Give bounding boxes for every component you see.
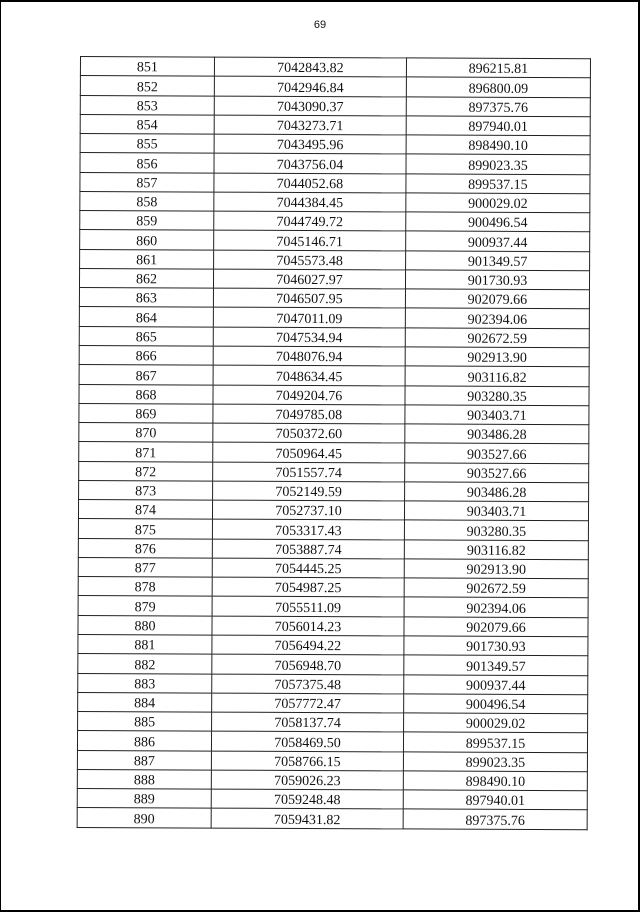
x-coordinate-cell: 7058469.50	[211, 731, 403, 751]
table-row	[77, 769, 587, 790]
y-coordinate-cell: 902672.59	[404, 578, 588, 598]
table-row	[79, 442, 589, 463]
y-coordinate-cell: 900029.02	[404, 713, 588, 733]
x-coordinate-cell: 7048076.94	[213, 346, 405, 366]
point-number-cell: 871	[79, 442, 213, 462]
point-number-cell: 861	[80, 249, 214, 269]
x-coordinate-cell: 7050372.60	[213, 423, 405, 443]
point-number-cell: 877	[78, 557, 212, 577]
y-coordinate-cell: 898490.10	[406, 135, 590, 155]
table-row	[80, 191, 590, 212]
table-row	[78, 519, 588, 540]
table-row	[80, 249, 590, 270]
x-coordinate-cell: 7053317.43	[212, 519, 404, 539]
point-number-cell: 873	[79, 480, 213, 500]
table-row	[79, 345, 589, 366]
x-coordinate-cell: 7047011.09	[213, 308, 405, 328]
point-number-cell: 879	[78, 596, 212, 616]
y-coordinate-cell: 903403.71	[405, 405, 589, 425]
table-row	[78, 654, 588, 675]
point-number-cell: 890	[77, 808, 211, 828]
table-row	[80, 230, 590, 251]
y-coordinate-cell: 899023.35	[403, 751, 587, 771]
table-row	[79, 461, 589, 482]
x-coordinate-cell: 7059431.82	[211, 808, 403, 828]
y-coordinate-cell: 902672.59	[405, 328, 589, 348]
table-row	[80, 76, 590, 97]
x-coordinate-cell: 7043273.71	[214, 115, 406, 135]
point-number-cell: 886	[77, 731, 211, 751]
table-row	[78, 538, 588, 559]
x-coordinate-cell: 7057772.47	[212, 693, 404, 713]
table-row	[78, 712, 588, 733]
table-row	[79, 423, 589, 444]
table-row	[78, 634, 588, 655]
x-coordinate-cell: 7045573.48	[214, 250, 406, 270]
point-number-cell: 856	[80, 153, 214, 173]
x-coordinate-cell: 7059026.23	[211, 770, 403, 790]
x-coordinate-cell: 7056948.70	[212, 654, 404, 674]
y-coordinate-cell: 903486.28	[405, 482, 589, 502]
point-number-cell: 865	[79, 326, 213, 346]
point-number-cell: 870	[79, 423, 213, 443]
y-coordinate-cell: 900937.44	[404, 674, 588, 694]
x-coordinate-cell: 7057375.48	[212, 674, 404, 694]
x-coordinate-cell: 7044384.45	[214, 192, 406, 212]
x-coordinate-cell: 7054445.25	[212, 558, 404, 578]
x-coordinate-cell: 7044749.72	[214, 211, 406, 231]
y-coordinate-cell: 900496.54	[404, 694, 588, 714]
table-row	[78, 692, 588, 713]
y-coordinate-cell: 902079.66	[405, 289, 589, 309]
point-number-cell: 859	[80, 211, 214, 231]
table-row	[78, 615, 588, 636]
y-coordinate-cell: 897940.01	[403, 790, 587, 810]
y-coordinate-cell: 902079.66	[404, 617, 588, 637]
x-coordinate-cell: 7048634.45	[213, 365, 405, 385]
point-number-cell: 852	[80, 76, 214, 96]
table-row	[78, 596, 588, 617]
point-number-cell: 885	[78, 712, 212, 732]
x-coordinate-cell: 7052149.59	[213, 481, 405, 501]
x-coordinate-cell: 7058766.15	[211, 751, 403, 771]
y-coordinate-cell: 903486.28	[405, 424, 589, 444]
x-coordinate-cell: 7058137.74	[212, 712, 404, 732]
point-number-cell: 853	[80, 95, 214, 115]
y-coordinate-cell: 903116.82	[404, 540, 588, 560]
table-row	[79, 480, 589, 501]
point-number-cell: 863	[79, 288, 213, 308]
table-row	[77, 731, 587, 752]
table-row	[80, 211, 590, 232]
point-number-cell: 866	[79, 345, 213, 365]
y-coordinate-cell: 900029.02	[406, 193, 590, 213]
y-coordinate-cell: 898490.10	[403, 771, 587, 791]
y-coordinate-cell: 902913.90	[404, 559, 588, 579]
y-coordinate-cell: 897375.76	[403, 809, 587, 829]
y-coordinate-cell: 902394.06	[404, 597, 588, 617]
y-coordinate-cell: 902913.90	[405, 347, 589, 367]
page-number: 69	[313, 19, 327, 31]
x-coordinate-cell: 7043756.04	[214, 153, 406, 173]
table-row	[80, 172, 590, 193]
point-number-cell: 880	[78, 615, 212, 635]
y-coordinate-cell: 903527.66	[405, 443, 589, 463]
table-row	[79, 326, 589, 347]
point-number-cell: 862	[79, 268, 213, 288]
y-coordinate-cell: 899537.15	[406, 174, 590, 194]
point-number-cell: 884	[78, 692, 212, 712]
table-row	[77, 789, 587, 810]
x-coordinate-cell: 7044052.68	[214, 173, 406, 193]
x-coordinate-cell: 7052737.10	[212, 500, 404, 520]
table-row	[78, 673, 588, 694]
table-row	[80, 114, 590, 135]
y-coordinate-cell: 896800.09	[406, 77, 590, 97]
x-coordinate-cell: 7056014.23	[212, 616, 404, 636]
point-number-cell: 872	[79, 461, 213, 481]
scan-edge-top	[0, 0, 640, 2]
table-row	[77, 750, 587, 771]
x-coordinate-cell: 7055511.09	[212, 597, 404, 617]
point-number-cell: 878	[78, 577, 212, 597]
point-number-cell: 875	[78, 519, 212, 539]
y-coordinate-cell: 901349.57	[404, 655, 588, 675]
point-number-cell: 857	[80, 172, 214, 192]
point-number-cell: 874	[78, 500, 212, 520]
table-row	[80, 95, 590, 116]
y-coordinate-cell: 903280.35	[405, 385, 589, 405]
point-number-cell: 882	[78, 654, 212, 674]
table-row	[80, 57, 590, 78]
x-coordinate-cell: 7043495.96	[214, 134, 406, 154]
y-coordinate-cell: 902394.06	[405, 308, 589, 328]
y-coordinate-cell: 897375.76	[406, 96, 590, 116]
x-coordinate-cell: 7047534.94	[213, 327, 405, 347]
x-coordinate-cell: 7049204.76	[213, 385, 405, 405]
table-row	[78, 557, 588, 578]
table-row	[77, 808, 587, 829]
table-row	[79, 365, 589, 386]
y-coordinate-cell: 900496.54	[406, 212, 590, 232]
coordinates-table	[77, 56, 591, 830]
y-coordinate-cell: 901730.93	[404, 636, 588, 656]
point-number-cell: 858	[80, 191, 214, 211]
point-number-cell: 854	[80, 114, 214, 134]
y-coordinate-cell: 901730.93	[405, 270, 589, 290]
table-row	[78, 500, 588, 521]
point-number-cell: 867	[79, 365, 213, 385]
x-coordinate-cell: 7051557.74	[213, 462, 405, 482]
y-coordinate-cell: 899537.15	[403, 732, 587, 752]
x-coordinate-cell: 7056494.22	[212, 635, 404, 655]
x-coordinate-cell: 7054987.25	[212, 577, 404, 597]
y-coordinate-cell: 903527.66	[405, 462, 589, 482]
x-coordinate-cell: 7042843.82	[214, 57, 406, 77]
x-coordinate-cell: 7049785.08	[213, 404, 405, 424]
y-coordinate-cell: 903116.82	[405, 366, 589, 386]
y-coordinate-cell: 900937.44	[406, 231, 590, 251]
table-body	[77, 57, 590, 830]
point-number-cell: 860	[80, 230, 214, 250]
y-coordinate-cell: 903280.35	[404, 520, 588, 540]
x-coordinate-cell: 7045146.71	[214, 230, 406, 250]
x-coordinate-cell: 7042946.84	[214, 76, 406, 96]
table-row	[78, 577, 588, 598]
point-number-cell: 869	[79, 403, 213, 423]
point-number-cell: 883	[78, 673, 212, 693]
x-coordinate-cell: 7043090.37	[214, 96, 406, 116]
point-number-cell: 876	[78, 538, 212, 558]
scan-edge-left	[0, 0, 1, 912]
point-number-cell: 887	[77, 750, 211, 770]
table-row	[79, 403, 589, 424]
point-number-cell: 864	[79, 307, 213, 327]
table-row	[79, 288, 589, 309]
point-number-cell: 868	[79, 384, 213, 404]
y-coordinate-cell: 901349.57	[406, 251, 590, 271]
point-number-cell: 851	[80, 57, 214, 77]
x-coordinate-cell: 7059248.48	[211, 789, 403, 809]
x-coordinate-cell: 7046507.95	[213, 288, 405, 308]
y-coordinate-cell: 897940.01	[406, 116, 590, 136]
table-row	[79, 268, 589, 289]
table-row	[79, 384, 589, 405]
x-coordinate-cell: 7050964.45	[213, 442, 405, 462]
x-coordinate-cell: 7053887.74	[212, 539, 404, 559]
y-coordinate-cell: 903403.71	[404, 501, 588, 521]
y-coordinate-cell: 896215.81	[406, 58, 590, 78]
point-number-cell: 855	[80, 134, 214, 154]
table-row	[79, 307, 589, 328]
table-row	[80, 134, 590, 155]
point-number-cell: 888	[77, 769, 211, 789]
x-coordinate-cell: 7046027.97	[213, 269, 405, 289]
table-row	[80, 153, 590, 174]
y-coordinate-cell: 899023.35	[406, 154, 590, 174]
point-number-cell: 881	[78, 634, 212, 654]
point-number-cell: 889	[77, 789, 211, 809]
